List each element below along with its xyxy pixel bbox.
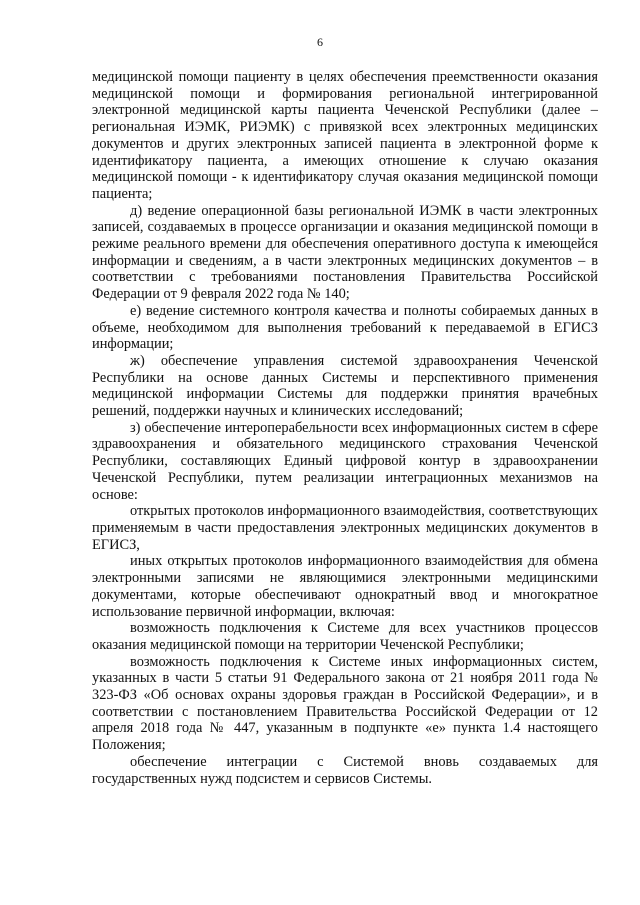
paragraph-continuation: медицинской помощи пациенту в целях обеспечения преемственности оказания медицинской помощи и формирования региональной интегрированной электронной медицинской карты пациента Чеченской Республики (далее – региональная ИЭМК, РИЭМК) с привязкой всех электронных медицинских документов и других электронных записей пациента в электронной форме к идентификатору пациента, а имеющих отношение к случаю оказания медицинской помощи - к идентификатору случая оказания медицинской помощи пациента; <box>92 69 598 202</box>
paragraph-open-protocols: открытых протоколов информационного взаимодействия, соответствующих применяемым в части предоставления электронных медицинских документов в ЕГИСЗ, <box>92 503 598 553</box>
paragraph-integration: обеспечение интеграции с Системой вновь создаваемых для государственных нужд подсистем и сервисов Системы. <box>92 753 598 787</box>
document-body <box>92 69 598 787</box>
paragraph-item-d: д) ведение операционной базы региональной ИЭМК в части электронных записей, создаваемых в процессе организации и оказания медицинской помощи в режиме реального времени для обеспечения оперативного доступа к имеющейся информации и сведениям, а в части электронных медицинских документов – в соответствии с требованиями постановления Правительства Российской Федерации от 9 февраля 2022 года № 140; <box>92 202 598 303</box>
paragraph-item-e: е) ведение системного контроля качества и полноты собираемых данных в объеме, необходимом для выполнения требований к передаваемой в ЕГИСЗ информации; <box>92 302 598 353</box>
page-number: 6 <box>317 35 323 49</box>
paragraph-item-z: з) обеспечение интероперабельности всех информационных систем в сфере здравоохранения и обязательного медицинского страхования Чеченской Республики, составляющих Единый цифровой контур в здравоохранении Чеченской Республики, путем реализации интеграционных механизмов на основе: <box>92 419 598 503</box>
paragraph-connection-systems: возможность подключения к Системе иных информационных систем, указанных в части 5 статьи 91 Федерального закона от 21 ноября 2011 года № 323-ФЗ «Об основах охраны здоровья граждан в Российской Федерации», и в соответствии с постановлением Правительства Российской Федерации от 12 апреля 2018 года № 447, указанным в подпункте «е» пункта 1.4 настоящего Положения; <box>92 653 598 754</box>
paragraph-other-protocols: иных открытых протоколов информационного взаимодействия для обмена электронными записями не являющимися электронными медицинскими документами, которые обеспечивают однократный ввод и многократное использование первичной информации, включая: <box>92 553 598 620</box>
paragraph-item-zh: ж) обеспечение управления системой здравоохранения Чеченской Республики на основе данных Системы и перспективного применения медицинской информации Системы для поддержки принятия врачебных решений, поддержки научных и клинических исследований; <box>92 352 598 420</box>
paragraph-connection-participants: возможность подключения к Системе для всех участников процессов оказания медицинской помощи на территории Чеченской Республики; <box>92 620 598 653</box>
